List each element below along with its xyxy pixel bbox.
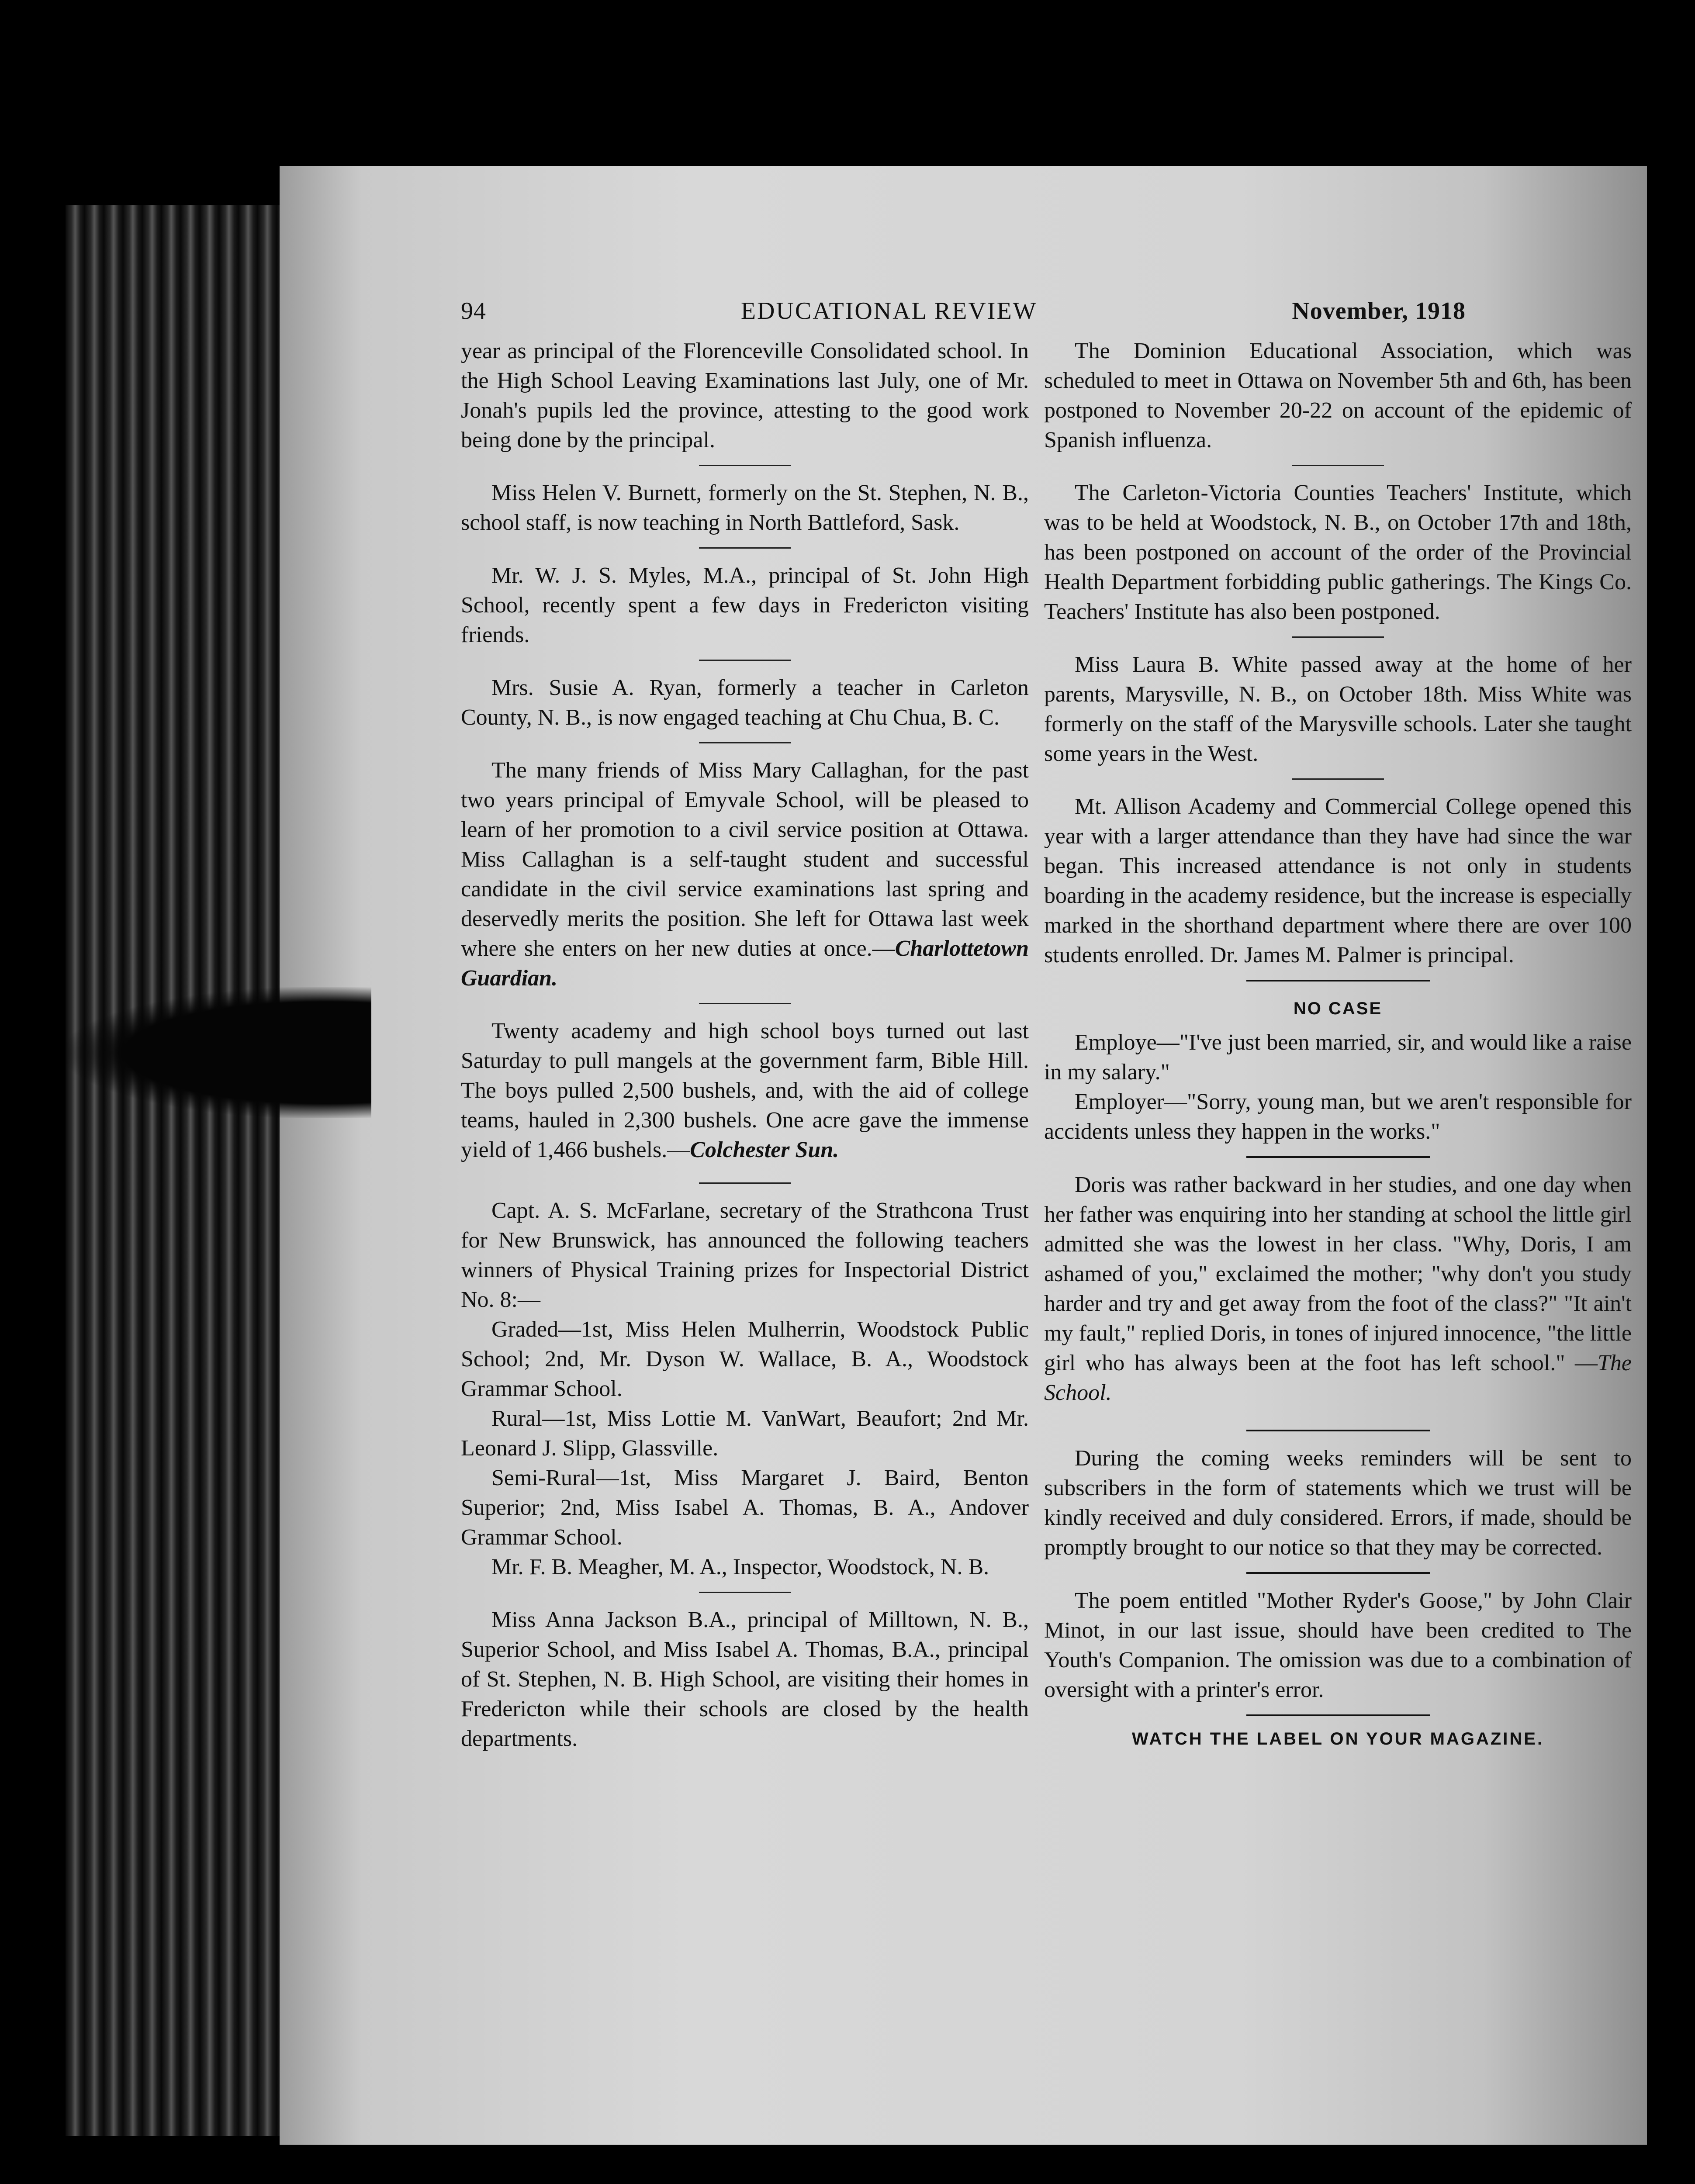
divider bbox=[1246, 1430, 1430, 1431]
divider bbox=[699, 660, 791, 661]
divider bbox=[1246, 1156, 1430, 1158]
book-page-edges bbox=[66, 205, 293, 2136]
right-column bbox=[1044, 336, 1632, 1754]
no-case-employe: Employe—"I've just been married, sir, and would like a raise in my salary." bbox=[1044, 1030, 1632, 1085]
divider bbox=[699, 1003, 791, 1004]
page-number: 94 bbox=[461, 297, 486, 325]
article-doris-text: Doris was rather backward in her studies, and one day when her father was enquiring into her standing at school the little girl admitted she was the lowest in her class. "Why, Doris, I am ashamed of you," exclaimed the mother; "why don't you study harder and try and get away from the foot of the class?" "It ain't my fault," replied Doris, in tones of injured innocence, "the little girl who has always been at the foot has left school." — bbox=[1044, 1172, 1632, 1375]
page-header bbox=[461, 297, 1466, 325]
divider bbox=[1246, 1572, 1430, 1574]
no-case-employer: Employer—"Sorry, young man, but we aren't responsible for accidents unless they happen in the works." bbox=[1044, 1089, 1632, 1144]
article-callaghan-text: The many friends of Miss Mary Callaghan, for the past two years principal of Emyvale School, will be pleased to learn of her promotion to a civil service position at Ottawa. Miss Callaghan is a self-taught student and successful candidate in the civil service examinations last spring and deservedly merits the position. She left for Ottawa last week where she enters on her new duties at once.— bbox=[461, 758, 1029, 961]
divider bbox=[699, 742, 791, 743]
article-myles: Mr. W. J. S. Myles, M.A., principal of St. John High School, recently spent a few days in Fredericton visiting friends. bbox=[461, 563, 1029, 647]
divider bbox=[699, 1182, 791, 1184]
article-mother-ryders-goose: The poem entitled "Mother Ryder's Goose," by John Clair Minot, in our last issue, should have been credited to The Youth's Companion. The omission was due to a combination of oversight with a printer's error. bbox=[1044, 1588, 1632, 1702]
issue-date: November, 1918 bbox=[1292, 297, 1466, 325]
left-column bbox=[461, 336, 1029, 1754]
prize-rural: Rural—1st, Miss Lottie M. VanWart, Beaufort; 2nd Mr. Leonard J. Slipp, Glassville. bbox=[461, 1406, 1029, 1461]
divider bbox=[699, 465, 791, 466]
divider bbox=[1292, 465, 1384, 466]
article-callaghan-source: Charlottetown Guardian. bbox=[461, 936, 1029, 991]
article-jonah-continued: year as principal of the Florenceville Consolidated school. In the High School Leaving Examinations last July, one of Mr. Jonah's pupils led the province, attesting to the good work being done by the principal. bbox=[461, 339, 1029, 453]
journal-title: EDUCATIONAL REVIEW bbox=[740, 297, 1038, 325]
article-mcfarlane: Capt. A. S. McFarlane, secretary of the Strathcona Trust for New Brunswick, has announced the following teachers winners of Physical Training prizes for Inspectorial District No. 8:— bbox=[461, 1198, 1029, 1312]
divider bbox=[1246, 1714, 1430, 1716]
article-mangels bbox=[461, 1016, 1029, 1165]
article-mt-allison: Mt. Allison Academy and Commercial College opened this year with a larger attendance than they have had since the war began. This increased attendance is not only in students boarding in the academy residence, but the increase is especially marked in the shorthand department where there are over 100 students enrolled. Dr. James M. Palmer is principal. bbox=[1044, 794, 1632, 968]
prize-graded: Graded—1st, Miss Helen Mulherrin, Woodstock Public School; 2nd, Mr. Dyson W. Wallace, B. A., Woodstock Grammar School. bbox=[461, 1317, 1029, 1401]
no-case-heading: NO CASE bbox=[1293, 999, 1383, 1018]
thumb-shadow bbox=[66, 987, 371, 1118]
article-doris-source: The School. bbox=[1044, 1351, 1632, 1405]
inspector-line: Mr. F. B. Meagher, M. A., Inspector, Woodstock, N. B. bbox=[491, 1555, 989, 1579]
divider bbox=[1292, 778, 1384, 780]
article-mangels-text: Twenty academy and high school boys turned out last Saturday to pull mangels at the government farm, Bible Hill. The boys pulled 2,500 bushels, and, with the aid of college teams, hauled in 2,300 bushels. One acre gave the immense yield of 1,466 bushels.— bbox=[461, 1019, 1029, 1162]
article-reminders: During the coming weeks reminders will be sent to subscribers in the form of statements which we trust will be kindly received and duly considered. Errors, if made, should be promptly brought to our notice so that they may be corrected. bbox=[1044, 1446, 1632, 1560]
book-page bbox=[280, 166, 1647, 2145]
article-mangels-source: Colchester Sun. bbox=[690, 1137, 839, 1162]
article-carleton-victoria: The Carleton-Victoria Counties Teachers' Institute, which was to be held at Woodstock, N. B., on October 17th and 18th, has been postponed on account of the order of the Provincial Health Department forbidding public gatherings. The Kings Co. Teachers' Institute has also been postponed. bbox=[1044, 480, 1632, 624]
article-jackson: Miss Anna Jackson B.A., principal of Milltown, N. B., Superior School, and Miss Isabel A. Thomas, B.A., principal of St. Stephen, N. B. High School, are visiting their homes in Fredericton while their schools are closed by the health departments. bbox=[461, 1607, 1029, 1751]
article-doris bbox=[1044, 1170, 1632, 1408]
article-ryan: Mrs. Susie A. Ryan, formerly a teacher in Carleton County, N. B., is now engaged teaching at Chu Chua, B. C. bbox=[461, 675, 1029, 730]
prize-semi-rural: Semi-Rural—1st, Miss Margaret J. Baird, Benton Superior; 2nd, Miss Isabel A. Thomas, B. A., Andover Grammar School. bbox=[461, 1465, 1029, 1550]
divider bbox=[1246, 980, 1430, 981]
divider bbox=[699, 547, 791, 549]
divider bbox=[1292, 636, 1384, 638]
article-callaghan bbox=[461, 756, 1029, 993]
article-dominion-association: The Dominion Educational Association, which was scheduled to meet in Ottawa on November 5th and 6th, has been postponed to November 20-22 on account of the epidemic of Spanish influenza. bbox=[1044, 339, 1632, 453]
watch-label-notice: WATCH THE LABEL ON YOUR MAGAZINE. bbox=[1131, 1729, 1544, 1749]
article-burnett: Miss Helen V. Burnett, formerly on the St. Stephen, N. B., school staff, is now teaching in North Battleford, Sask. bbox=[461, 480, 1029, 535]
divider bbox=[699, 1592, 791, 1593]
article-laura-white: Miss Laura B. White passed away at the home of her parents, Marysville, N. B., on October 18th. Miss White was formerly on the staff of the Marysville schools. Later she taught some years in the West. bbox=[1044, 652, 1632, 766]
